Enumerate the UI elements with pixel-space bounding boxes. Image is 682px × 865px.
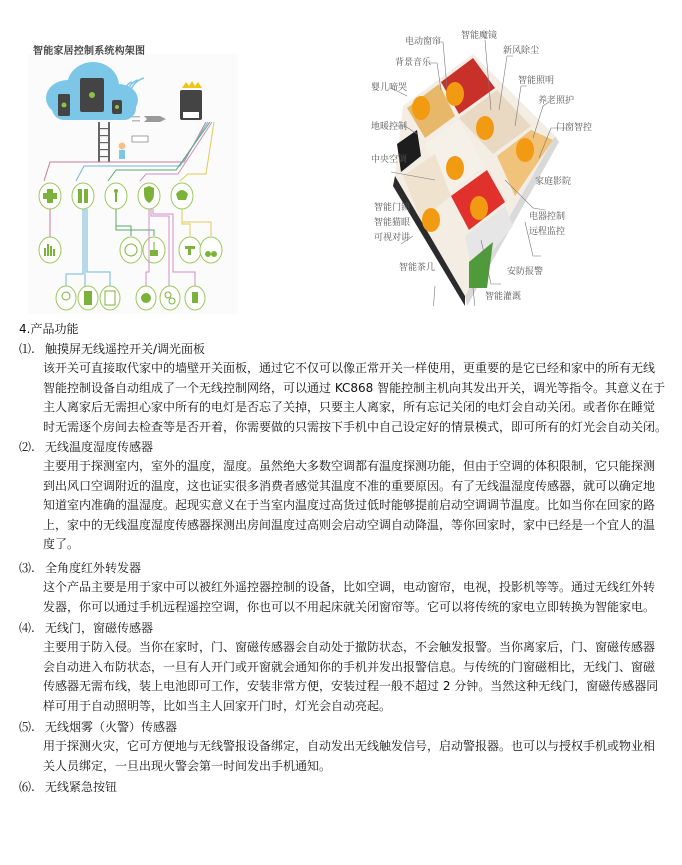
label-background-music: 背景音乐 <box>395 58 432 68</box>
text-line: 度了。 <box>43 537 80 552</box>
label-video-intercom: 可视对讲 <box>374 233 411 243</box>
label-smart-irrigation: 智能灌溉 <box>485 292 522 302</box>
item-number: ⑵. <box>19 440 35 454</box>
item-heading: 无线烟雾（火警）传感器 <box>45 720 178 734</box>
label-electric-curtain: 电动窗帘 <box>405 37 442 47</box>
label-smart-lock: 智能门锁 <box>374 203 411 213</box>
feature-item-title <box>19 718 177 735</box>
label-central-ac: 中央空调 <box>371 155 408 165</box>
label-security-alarm: 安防报警 <box>507 267 544 277</box>
text-line: 智能控制设备自动组成了一个无线控制网络，可以通过 KC868 智能控制主机向其发出开关，调光等指令。其意义在于 <box>43 380 666 395</box>
item-number: ⑴. <box>19 342 35 356</box>
section-heading: 4.产品功能 <box>19 322 79 336</box>
text-line: 时无需逐个房间去检查等是否开着，你需要做的只需按下手机中自己设定好的情景模式，即可所有的灯光会自动关闭。 <box>43 419 668 434</box>
text-line: 这个产品主要是用于家中可以被红外遥控器控制的设备，比如空调，电动窗帘，电视，投影机等等。通过无线红外转 <box>43 580 656 594</box>
feature-description <box>43 359 669 437</box>
label-baby-cry: 婴儿啼哭 <box>371 83 408 93</box>
text-line: 关人员绑定，一旦出现火警会第一时间发出手机通知。 <box>43 758 332 773</box>
text-line: 会自动进入布防状态，一旦有人开门或开窗就会通知你的手机并发出报警信息。与传统的门窗磁相比，无线门、窗磁 <box>43 659 656 674</box>
text-line: 发器，你可以通过手机远程遥控空调，你也可以不用起床就关闭窗帘等。它可以将传统的家电立即转换为智能家电。 <box>43 599 656 614</box>
feature-item-title <box>19 778 117 795</box>
label-smart-lighting: 智能照明 <box>518 76 555 86</box>
label-fresh-air: 新风除尘 <box>503 46 540 56</box>
feature-item-title <box>19 559 141 576</box>
text-line: 主要用于防入侵。当你在家时，门、窗磁传感器会自动处于撤防状态，不会触发报警。当你离家后，门、窗磁传感器 <box>43 640 656 654</box>
label-home-theater: 家庭影院 <box>535 177 572 187</box>
item-heading: 无线紧急按钮 <box>45 780 118 794</box>
text-line: 主要用于探测室内，室外的温度，湿度。虽然绝大多数空调都有温度探测功能，但由于空调的体积限制，它只能探测 <box>43 459 656 473</box>
feature-item-title <box>19 438 153 455</box>
item-number: ⑶. <box>19 561 35 575</box>
text-line: 上，家中的无线温度湿度传感器探测出房间温度过高则会启动空调自动降温，等你回家时，家中已经是一个宜人的温 <box>43 517 656 532</box>
feature-description <box>43 737 669 776</box>
label-smart-mirror: 智能魔镜 <box>461 31 498 41</box>
feature-description <box>43 457 669 555</box>
feature-item-title <box>19 340 205 357</box>
feature-item-title <box>19 619 153 636</box>
feature-description <box>43 578 669 617</box>
text-line: 知道室内准确的温湿度。起现实意义在于当室内温度过高货过低时能够提前启动空调调节温度。比如当你在回家的路 <box>43 498 656 513</box>
item-number: ⑷. <box>19 621 35 635</box>
label-floor-heating: 地暖控制 <box>371 122 408 132</box>
item-number: ⑹. <box>19 780 35 794</box>
text-line: 传感器无需布线，装上电池即可工作，安装非常方便，安装过程一般不超过 2 分钟。当然这种无线门，窗磁传感器同 <box>43 679 659 694</box>
item-heading: 无线门，窗磁传感器 <box>45 621 154 635</box>
text-line: 主人离家后无需担心家中所有的电灯是否忘了关掉，只要主人离家，所有忘记关闭的电灯会自动关闭。或者你在睡觉 <box>43 400 656 415</box>
item-heading: 全角度红外转发器 <box>45 561 142 575</box>
item-number: ⑸. <box>19 720 35 734</box>
text-line: 该开关可直接取代家中的墙壁开关面板，通过它不仅可以像正常开关一样使用，更重要的是它已经和家中的所有无线 <box>43 361 656 375</box>
label-remote-monitoring: 远程监控 <box>529 227 566 237</box>
text-line: 用于探测火灾，它可方便地与无线警报设备绑定，自动发出无线触发信号，启动警报器。也可以与授权手机或物业相 <box>43 739 656 753</box>
architecture-diagram-title: 智能家居控制系统构架图 <box>33 46 146 57</box>
text-line: 到出风口空调附近的温度，这也证实很多消费者感觉其温度不准的重要原因。有了无线温湿度传感器，就可以确定地 <box>43 478 656 493</box>
house-cutaway-graphic <box>355 26 591 306</box>
label-door-window-control: 门窗智控 <box>556 123 593 133</box>
item-heading: 无线温度湿度传感器 <box>45 440 154 454</box>
architecture-diagram-figure <box>28 36 238 314</box>
smart-house-illustration <box>355 26 591 306</box>
architecture-diagram-graphic <box>28 36 238 314</box>
label-elderly-care: 养老照护 <box>538 96 575 106</box>
label-appliance-control: 电器控制 <box>529 212 566 222</box>
item-heading: 触摸屏无线遥控开关/调光面板 <box>45 342 206 356</box>
label-smart-peephole: 智能猫眼 <box>374 218 411 228</box>
feature-description <box>43 638 669 716</box>
label-smart-tea-table: 智能茶几 <box>399 263 436 273</box>
text-line: 样可用于自动照明等，比如当主人回家开门时，灯光会自动亮起。 <box>43 698 392 713</box>
